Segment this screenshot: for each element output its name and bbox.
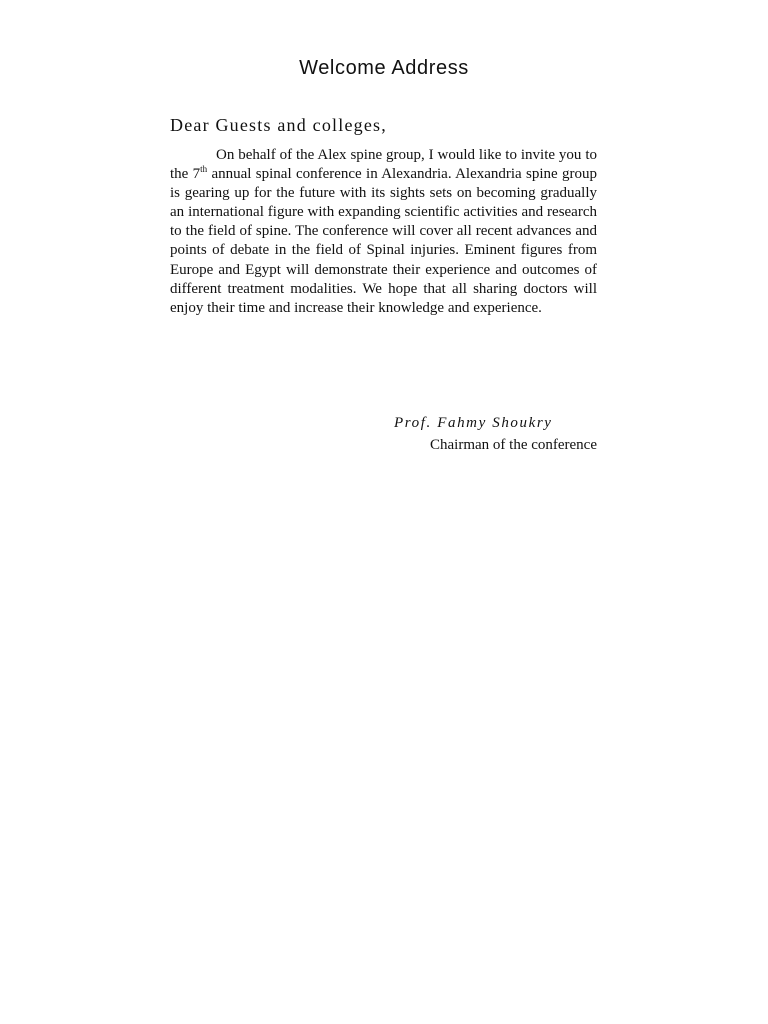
paragraph-text-part2: annual spinal conference in Alexandria. Alexandria spine group is gearing up for the future with its sights sets on becoming gradually an international figure with expanding scientific activities and research to the field of spine. The conference will cover all recent advances and points of debate in the field of Spinal injuries. Eminent figures from Europe and Egypt will demonstrate their experience and outcomes of different treatment modalities. We hope that all sharing doctors will enjoy their time and increase their knowledge and experience. [170,166,597,316]
signature-role: Chairman of the conference [430,437,597,453]
welcome-paragraph [170,146,597,318]
paragraph-text-part1: On behalf of the Alex spine group, I would like to invite you to the 7 [170,147,597,183]
ordinal-suffix: th [200,164,208,175]
signature-name: Prof. Fahmy Shoukry [394,415,553,431]
page-title: Welcome Address [299,57,469,79]
salutation: Dear Guests and colleges, [170,115,387,135]
signature-block [393,412,597,456]
